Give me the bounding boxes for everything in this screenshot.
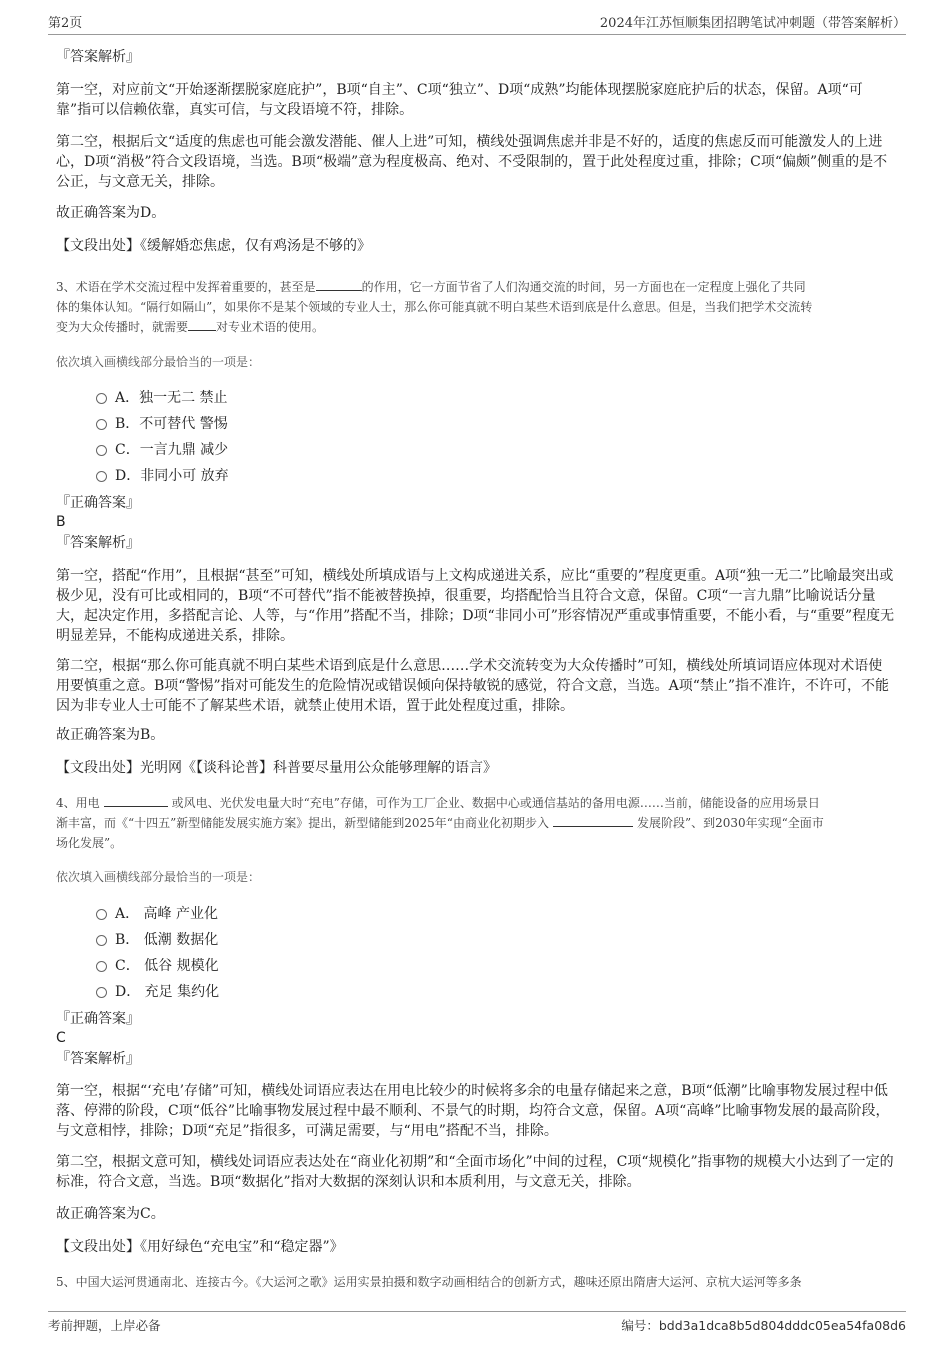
- q3-analysis-label: 『答案解析』: [56, 535, 140, 551]
- q3-conclusion: 故正确答案为B。: [56, 727, 165, 743]
- q3-option-c[interactable]: C．一言九鼎 减少: [96, 439, 228, 459]
- q4-analysis-p2: 第二空，根据文意可知，横线处词语应表达处在“商业化初期”和“全面市场化”中间的过程，C项“规模化”指事物的规模大小达到了一定的标准，符合文意，当选。B项“数据化”指对大数据的深刻认识和本质利用，与文意无关，排除。: [56, 1154, 894, 1190]
- q4-source: 【文段出处】《用好绿色“充电宝”和“稳定器”》: [56, 1239, 344, 1255]
- q3-option-d[interactable]: D．非同小可 放弃: [96, 465, 229, 485]
- q3-source: 【文段出处】光明网《【谈科论普】科普要尽量用公众能够理解的语言》: [56, 760, 497, 776]
- radio-icon[interactable]: [96, 445, 107, 456]
- q3-stem: 3、术语在学术交流过程中发挥着重要的，甚至是 的作用，它一方面节省了人们沟通交流的时间，另一方面也在一定程度上强化了共同 体的集体认知。“隔行如隔山”，如果你不是某个领域的专业人士，那么你可能真就不明白某些术语到底是什么意思。但是，当我们把学术交流转 变为大众传播时，就需要 对专业术语的使用。: [56, 280, 813, 334]
- footer-slogan: 考前押题，上岸必备: [48, 1318, 161, 1333]
- q2-analysis-p2: 第二空，根据后文“适度的焦虑也可能会激发潜能、催人上进”可知，横线处强调焦虑并非是不好的，适度的焦虑反而可能激发人的上进心，D项“消极”符合文段语境，当选。B项“极端”意为程度极高、绝对、不受限制的，置于此处程度过重，排除；C项“偏颇”侧重的是不公正，与文意无关，排除。: [56, 134, 888, 190]
- blank-2: [553, 826, 633, 827]
- radio-icon[interactable]: [96, 419, 107, 430]
- q4-analysis-p1: 第一空，根据“‘充电’存储”可知，横线处词语应表达在用电比较少的时候将多余的电量存储起来之意，B项“低潮”比喻事物发展过程中低落、停滞的阶段，C项“低谷”比喻事物发展过程中最不顺利、不景气的时期，均符合文意，保留。A项“高峰”比喻事物发展的最高阶段，与文意相悖，排除；D项“充足”指很多，可满足需要，与“用电”搭配不当，排除。: [56, 1083, 890, 1139]
- q4-conclusion: 故正确答案为C。: [56, 1206, 165, 1222]
- q4-option-a[interactable]: A． 高峰 产业化: [96, 903, 218, 923]
- q5-stem: 5、中国大运河贯通南北、连接古今。《大运河之歌》运用实景拍摄和数字动画相结合的创新方式，趣味还原出隋唐大运河、京杭大运河等多条: [56, 1275, 802, 1289]
- q4-stem: 4、用电 或风电、光伏发电量大时“充电”存储，可作为工厂企业、数据中心或通信基站的备用电源……当前，储能设备的应用场景日 渐丰富，而《“十四五”新型储能发展实施方案》提出，新型储能到2025年“由商业化初期步入 发展阶段”、到2030年实现“全面市 场化发展”。: [56, 796, 824, 850]
- radio-icon[interactable]: [96, 935, 107, 946]
- radio-icon[interactable]: [96, 909, 107, 920]
- page-header: [48, 10, 906, 35]
- q4-option-c[interactable]: C． 低谷 规模化: [96, 955, 219, 975]
- radio-icon[interactable]: [96, 987, 107, 998]
- q4-option-b[interactable]: B． 低潮 数据化: [96, 929, 218, 949]
- q2-conclusion: 故正确答案为D。: [56, 205, 166, 221]
- blank-2: [188, 330, 216, 331]
- q3-answer-label: 『正确答案』: [56, 495, 140, 511]
- q4-prompt: 依次填入画横线部分最恰当的一项是：: [56, 870, 261, 884]
- q4-option-d[interactable]: D． 充足 集约化: [96, 981, 219, 1001]
- radio-icon[interactable]: [96, 961, 107, 972]
- blank-1: [316, 290, 362, 291]
- q2-analysis-label: 『答案解析』: [56, 49, 140, 65]
- q4-answer: C: [56, 1030, 66, 1046]
- blank-1: [104, 806, 168, 807]
- page-footer: [48, 1311, 906, 1336]
- q2-analysis-p1: 第一空，对应前文“开始逐渐摆脱家庭庇护”，B项“自主”、C项“独立”、D项“成熟”均能体现摆脱家庭庇护后的状态，保留。A项“可靠”指可以信赖依靠，真实可信，与文段语境不符，排除。: [56, 82, 863, 118]
- page-number: 第2页: [48, 16, 83, 31]
- q3-answer: B: [56, 514, 66, 530]
- q3-option-b[interactable]: B．不可替代 警惕: [96, 413, 228, 433]
- q3-analysis-p2: 第二空，根据“那么你可能真就不明白某些术语到底是什么意思……学术交流转变为大众传播时”可知，横线处所填词语应体现对术语使用要慎重之意。B项“警惕”指对可能发生的危险情况或错误倾向保持敏锐的感觉，符合文意，当选。A项“禁止”指不准许，不许可，不能因为非专业人士可能不了解某些术语，就禁止使用术语，置于此处程度过重，排除。: [56, 658, 890, 714]
- q3-analysis-p1: 第一空，搭配“作用”，且根据“甚至”可知，横线处所填成语与上文构成递进关系，应比“重要的”程度更重。A项“独一无二”比喻最突出或极少见，没有可比或相同的，B项“不可替代”指不能被替换掉，很重要，均搭配恰当且符合文意，保留。C项“一言九鼎”比喻说话分量大，起决定作用，多搭配言论、人等，与“作用”搭配不当，排除；D项“非同小可”形容情况严重或事情重要，不能小看，与“重要”程度无明显差异，不能构成递进关系，排除。: [56, 568, 895, 644]
- q2-source: 【文段出处】《缓解婚恋焦虑，仅有鸡汤是不够的》: [56, 238, 371, 254]
- q3-option-a[interactable]: A．独一无二 禁止: [96, 387, 228, 407]
- document-id: 编号：bdd3a1dca8b5d804dddc05ea54fa08d6: [621, 1318, 906, 1333]
- radio-icon[interactable]: [96, 471, 107, 482]
- q4-answer-label: 『正确答案』: [56, 1011, 140, 1027]
- q3-prompt: 依次填入画横线部分最恰当的一项是：: [56, 355, 261, 369]
- q4-analysis-label: 『答案解析』: [56, 1051, 140, 1067]
- document-title: 2024年江苏恒顺集团招聘笔试冲刺题（带答案解析）: [599, 16, 906, 31]
- radio-icon[interactable]: [96, 393, 107, 404]
